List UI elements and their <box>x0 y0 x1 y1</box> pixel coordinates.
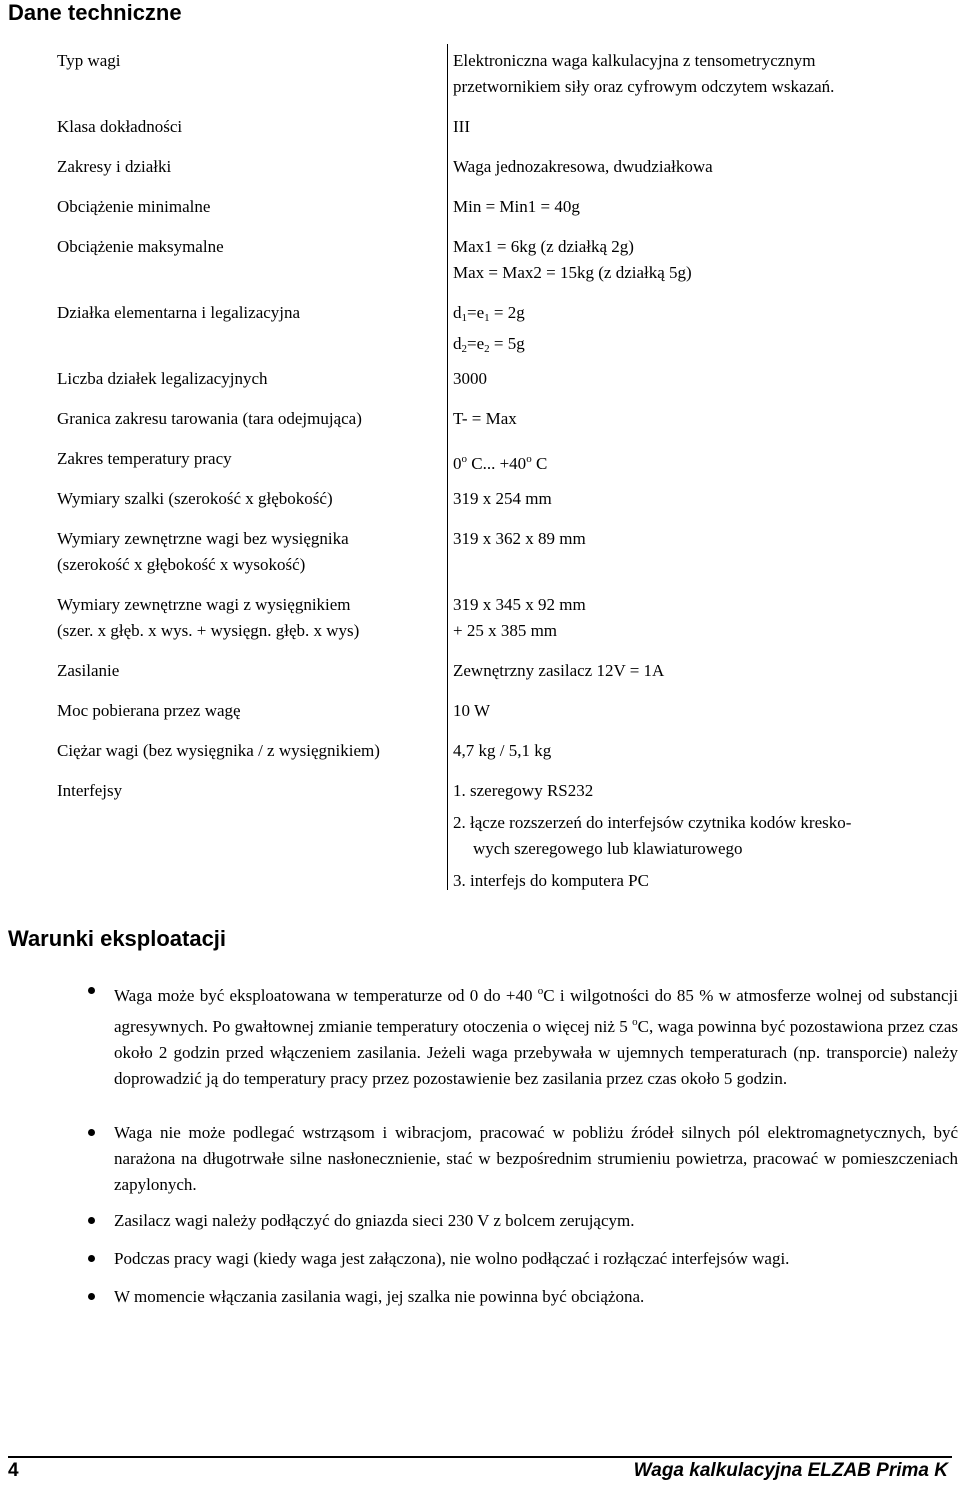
spec-value: Zewnętrzny zasilacz 12V = 1A <box>453 661 665 680</box>
page-number: 4 <box>8 1460 19 1481</box>
bullet-icon <box>88 1217 95 1224</box>
spec-value: T- = Max <box>453 409 517 428</box>
spec-label: Ciężar wagi (bez wysięgnika / z wysięgnikiem) <box>57 741 380 760</box>
spec-label: Zakres temperatury pracy <box>57 449 232 468</box>
spec-value: 1. szeregowy RS232 2. łącze rozszerzeń do interfejsów czytnika kodów kresko- wych szeregowego lub klawiaturowego 3. interfejs do komputera PC <box>453 781 852 890</box>
table-divider <box>447 44 448 890</box>
footer-rule <box>8 1456 952 1458</box>
spec-value: Max1 = 6kg (z działką 2g) Max = Max2 = 15kg (z działką 5g) <box>453 237 692 282</box>
bullet-icon <box>88 1255 95 1262</box>
bullet-icon <box>88 1129 95 1136</box>
bullet-icon <box>88 1293 95 1300</box>
spec-value: 4,7 kg / 5,1 kg <box>453 741 552 760</box>
spec-label: Zasilanie <box>57 661 120 680</box>
spec-label: Interfejsy <box>57 781 123 800</box>
spec-label: Wymiary zewnętrzne wagi bez wysięgnika (szerokość x głębokość x wysokość) <box>57 529 349 574</box>
spec-label: Typ wagi <box>57 51 121 70</box>
spec-value: Min = Min1 = 40g <box>453 197 580 216</box>
bullet-icon <box>88 987 95 994</box>
spec-value: 319 x 254 mm <box>453 489 552 508</box>
spec-label: Działka elementarna i legalizacyjna <box>57 303 301 322</box>
spec-label: Liczba działek legalizacyjnych <box>57 369 268 388</box>
spec-value: III <box>453 117 470 136</box>
spec-label: Moc pobierana przez wagę <box>57 701 241 720</box>
footer-doc-title: Waga kalkulacyjna ELZAB Prima K <box>633 1460 948 1481</box>
spec-value: Waga jednozakresowa, dwudziałkowa <box>453 157 713 176</box>
spec-label: Granica zakresu tarowania (tara odejmująca) <box>57 409 362 428</box>
spec-label: Obciążenie maksymalne <box>57 237 224 256</box>
spec-value: $d_1=e_1 = 2g$ $d_2=e_2 = 5g$ <box>453 303 525 355</box>
manual-page: Dane techniczne Typ wagi Elektroniczna waga kalkulacyjna z tensometrycznym przetwornikiem siły oraz cyfrowym odczytem wskazań. Klasa dokładności III Zakresy i działki Waga jednozakresowa, dwudziałkowa Obciążenie minimalne Min = Min1 = 40g Obciążenie maksymalne Max1 = 6kg (z działką 2g) Max = Max2 = 15kg (z działką 5g) Działka elementarna i legalizacyjna $d_1=e_1 = 2g$ $d_2=e_2 = 5g$ Liczba działek legalizacyjnych 3000 Granica zakresu tarowania (tara odejmująca) T- = Max Zakres temperatury pracy 0$^o$ C... $+40^o$ C Wymiary szalki (szerokość x głębokość) 319 x 254 mm Wymiary zewnętrzne wagi bez wysięgnika (szerokość x głębokość x wysokość) 319 x 362 x 89 mm Wymiary zewnętrzne wagi z wysięgnikiem (szer. x głęb. x wys. + wysięgn. głęb. x wys) 319 x 345 x 92 mm + 25 x 385 mm Zasilanie Zewnętrzny zasilacz 12V = 1A Moc pobierana przez wagę 10 W Ciężar wagi (bez wysięgnika / z wysięgnikiem) 4,7 kg / 5,1 kg Interfejsy 1. szeregowy RS232 2. łącze rozszerzeń do interfejsów czytnika kodów kresko- wych szeregowego lub klawiaturowego 3. interfejs do komputera PC Warunki eksploatacji Waga może być eksploatowana w temperaturze od 0 do +40 $^o$C i wilgotności do 85 % w atmosferze wolnej od substancji agresywnych. Po gwałtownej zmianie temperatury otoczenia o więcej niż 5 $^o$C, waga powinna być pozostawiona przez czas około 2 godzin przed włączeniem zasilania. Jeżeli waga przebywała w ujemnych temperaturach (np. transporcie) należy doprowadzić ją do temperatury pracy przez pozostawienie bez zasilania przez czas około 5 godzin. Waga nie może podlegać wstrząsom i wibracjom, pracować w pobliżu źródeł silnych pól elektromagnetycznych, być narażona na długotrwałe silne nasłonecznienie, stać w bezpośrednim strumieniu powietrza, pracować w pomieszczeniach zapylonych. Zasilacz wagi należy podłączyć do gniazda sieci 230 V z bolcem zerującym. Podczas pracy wagi (kiedy waga jest załączona), nie wolno podłączać i rozłączać interfejsów wagi. W momencie włączania zasilania wagi, jej szalka nie powinna być obciążona. 4 Waga kalkulacyjna ELZAB Prima K <box>8 0 958 1481</box>
section-title-technical-data: Dane techniczne <box>8 0 182 25</box>
spec-value: 0$^o$ C... $+40^o$ C <box>453 453 548 473</box>
spec-label: Wymiary zewnętrzne wagi z wysięgnikiem (szer. x głęb. x wys. + wysięgn. głęb. x wys) <box>57 595 360 640</box>
spec-label: Klasa dokładności <box>57 117 183 136</box>
spec-label: Obciążenie minimalne <box>57 197 211 216</box>
spec-value: 10 W <box>453 701 490 720</box>
spec-value: Elektroniczna waga kalkulacyjna z tensometrycznym przetwornikiem siły oraz cyfrowym odczytem wskazań. <box>453 51 835 96</box>
spec-label: Wymiary szalki (szerokość x głębokość) <box>57 489 333 508</box>
section-title-operating-conditions: Warunki eksploatacji <box>8 926 227 951</box>
spec-label: Zakresy i działki <box>57 157 172 176</box>
spec-value: 319 x 362 x 89 mm <box>453 529 586 548</box>
spec-value: 319 x 345 x 92 mm + 25 x 385 mm <box>453 595 586 640</box>
spec-value: 3000 <box>453 369 487 388</box>
